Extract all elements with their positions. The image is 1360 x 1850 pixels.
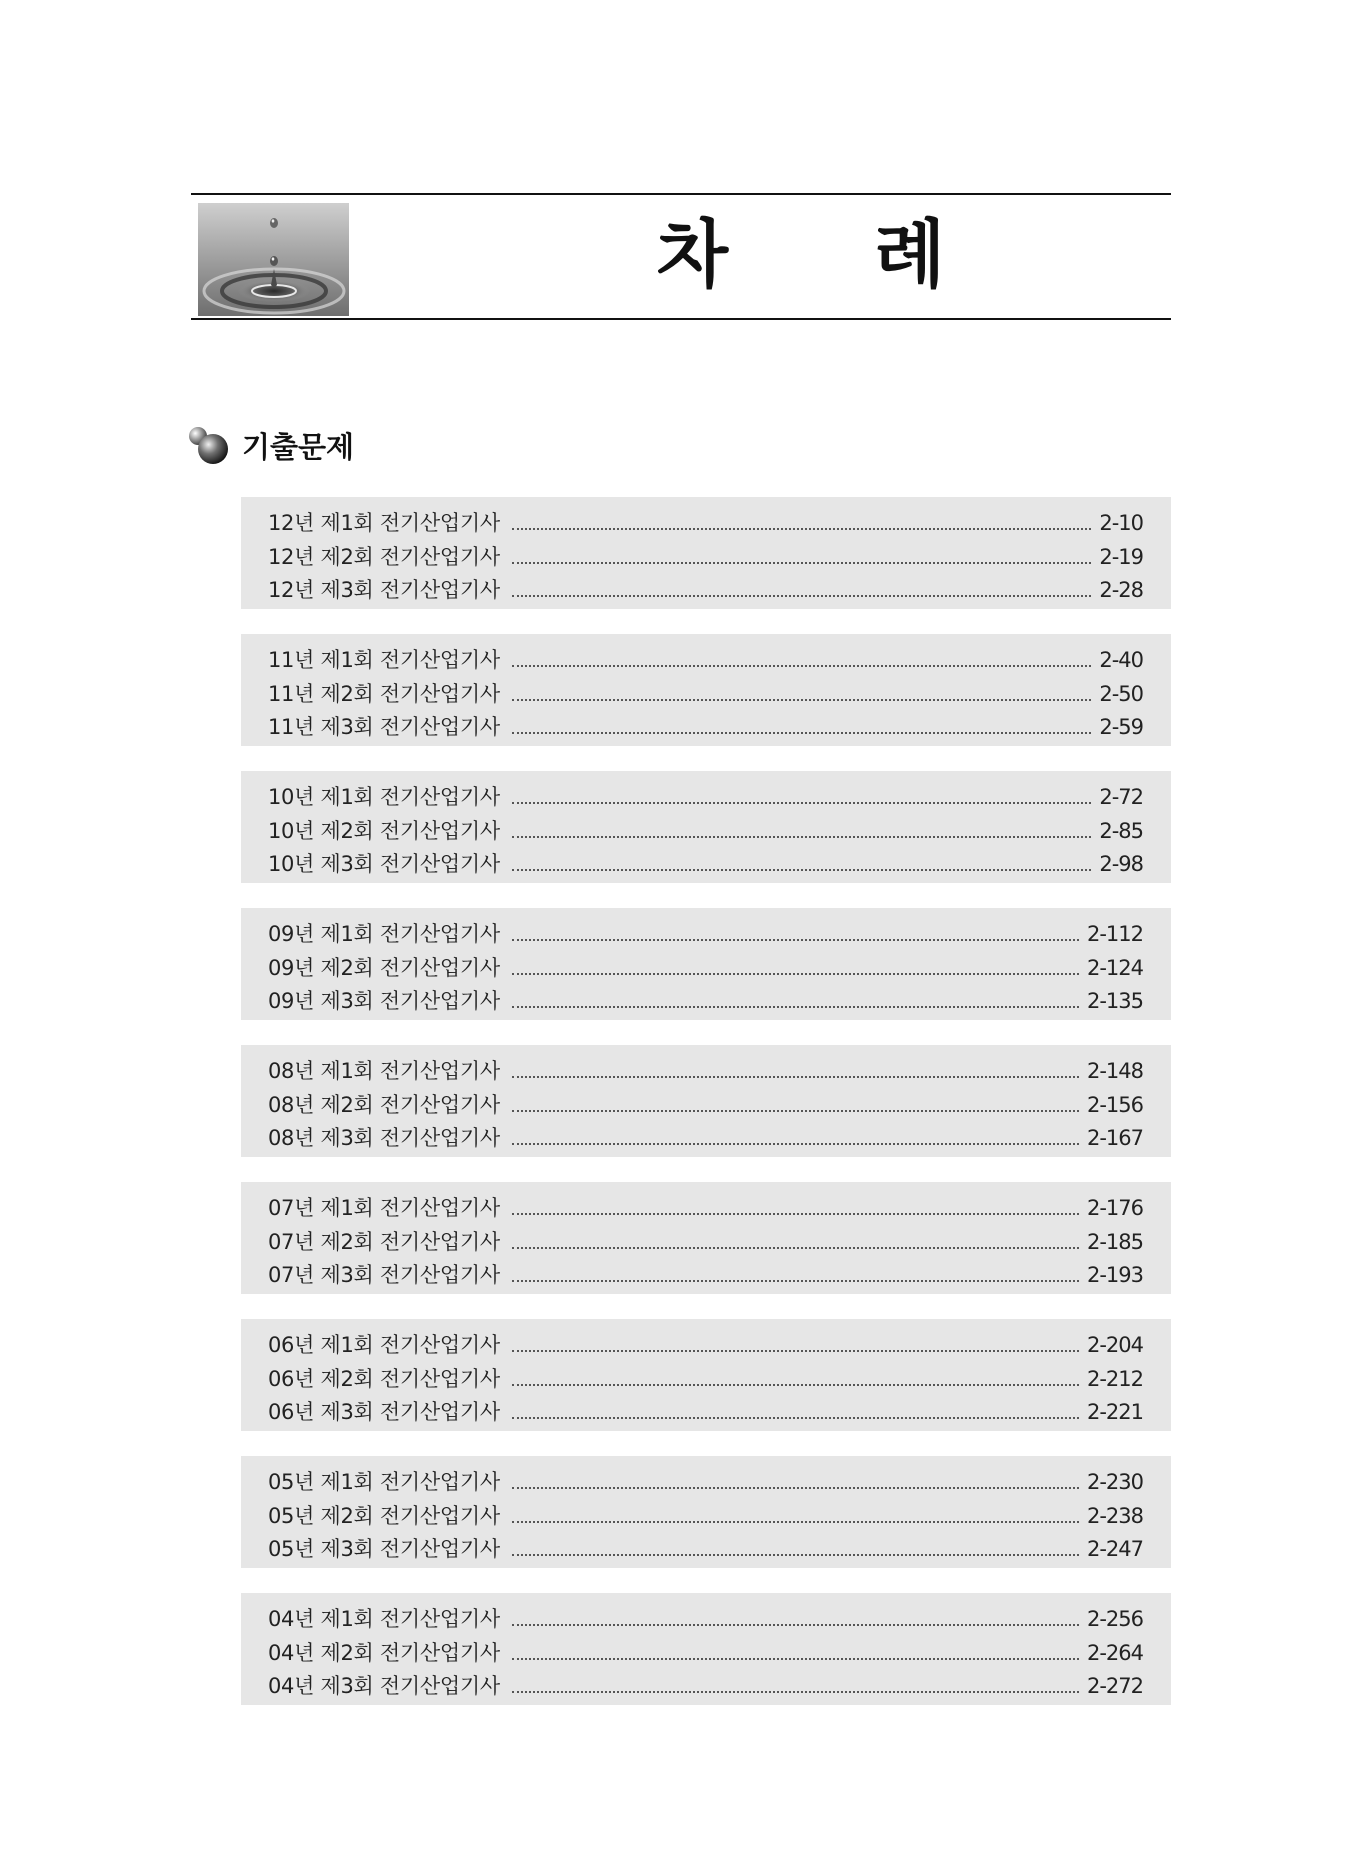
dot-leader [512, 1075, 1079, 1078]
section-heading [186, 420, 354, 470]
toc-entry-page-number: 2-212 [1086, 1366, 1143, 1391]
dot-leader [512, 1383, 1079, 1386]
toc-entry[interactable] [268, 711, 1143, 745]
toc-entry[interactable] [268, 1603, 1143, 1637]
toc-entry-page-number: 2-185 [1086, 1229, 1143, 1254]
toc-entry-label: 11년 제1회 전기산업기사 [268, 648, 500, 672]
toc-group [241, 1593, 1171, 1705]
toc-entry[interactable] [268, 952, 1143, 986]
dot-leader [512, 1109, 1079, 1112]
toc-entry[interactable] [268, 1363, 1143, 1397]
toc-entry-page-number: 2-204 [1086, 1333, 1143, 1357]
toc-entry-page-number: 2-272 [1086, 1674, 1143, 1698]
dot-leader [512, 1520, 1079, 1523]
toc-entry-label: 10년 제1회 전기산업기사 [268, 785, 500, 809]
toc-entry[interactable] [268, 1533, 1143, 1567]
toc-entry-label: 12년 제3회 전기산업기사 [268, 578, 500, 602]
dot-leader [512, 1623, 1079, 1626]
toc-entry[interactable] [268, 541, 1143, 575]
toc-entry-label: 07년 제1회 전기산업기사 [268, 1196, 500, 1220]
dot-leader [512, 1416, 1079, 1419]
toc-entry-page-number: 2-98 [1099, 852, 1143, 876]
toc-entry-page-number: 2-238 [1086, 1503, 1143, 1528]
toc-entry-label: 05년 제1회 전기산업기사 [268, 1470, 500, 1494]
dot-leader [512, 1486, 1079, 1489]
toc-entry-page-number: 2-256 [1086, 1607, 1143, 1631]
toc-entry-page-number: 2-221 [1086, 1400, 1143, 1424]
dot-leader [512, 1657, 1079, 1660]
toc-entry-label: 11년 제2회 전기산업기사 [268, 681, 500, 706]
toc-entry-page-number: 2-19 [1099, 544, 1143, 569]
toc-entry-page-number: 2-148 [1086, 1059, 1143, 1083]
toc-entry-label: 06년 제1회 전기산업기사 [268, 1333, 500, 1357]
toc-entry-label: 08년 제2회 전기산업기사 [268, 1092, 500, 1117]
toc-entry-page-number: 2-50 [1099, 681, 1143, 706]
dot-leader [512, 801, 1092, 804]
toc-entry-page-number: 2-264 [1086, 1640, 1143, 1665]
toc-entry[interactable] [268, 848, 1143, 882]
toc-entry-label: 07년 제3회 전기산업기사 [268, 1263, 500, 1287]
dot-leader [512, 1246, 1079, 1249]
toc-entry-label: 08년 제3회 전기산업기사 [268, 1126, 500, 1150]
toc-group [241, 497, 1171, 609]
dot-leader [512, 698, 1092, 701]
toc-entry-label: 05년 제3회 전기산업기사 [268, 1537, 500, 1561]
toc-entry-label: 04년 제2회 전기산업기사 [268, 1640, 500, 1665]
toc-entry[interactable] [268, 1055, 1143, 1089]
dot-leader [512, 1349, 1079, 1352]
dot-leader [512, 527, 1092, 530]
toc-group [241, 1182, 1171, 1294]
toc-entry[interactable] [268, 1396, 1143, 1430]
toc-entry[interactable] [268, 1226, 1143, 1260]
toc-entry[interactable] [268, 1637, 1143, 1671]
toc-entry-page-number: 2-40 [1099, 648, 1143, 672]
page-header [191, 193, 1171, 320]
toc-entry-label: 10년 제2회 전기산업기사 [268, 818, 500, 843]
toc-entry-label: 06년 제3회 전기산업기사 [268, 1400, 500, 1424]
toc-entry-label: 07년 제2회 전기산업기사 [268, 1229, 500, 1254]
toc-entry-page-number: 2-230 [1086, 1470, 1143, 1494]
toc-entry-label: 09년 제1회 전기산업기사 [268, 922, 500, 946]
toc-entry[interactable] [268, 678, 1143, 712]
toc-entry[interactable] [268, 644, 1143, 678]
dot-leader [512, 938, 1079, 941]
dot-leader [512, 1142, 1079, 1145]
toc-entry-page-number: 2-247 [1086, 1537, 1143, 1561]
toc-entry-label: 09년 제2회 전기산업기사 [268, 955, 500, 980]
dot-leader [512, 1690, 1079, 1693]
toc-group [241, 908, 1171, 1020]
toc-entry-page-number: 2-59 [1099, 715, 1143, 739]
section-title: 기출문제 [242, 429, 355, 464]
dot-leader [512, 835, 1092, 838]
dot-leader [512, 1212, 1079, 1215]
toc-entry-page-number: 2-124 [1086, 955, 1143, 980]
toc-group [241, 771, 1171, 883]
toc-entry-page-number: 2-112 [1086, 922, 1143, 946]
toc-entry[interactable] [268, 1122, 1143, 1156]
toc-entry[interactable] [268, 815, 1143, 849]
toc-entry-label: 10년 제3회 전기산업기사 [268, 852, 500, 876]
toc-entry-page-number: 2-72 [1099, 785, 1143, 809]
dot-leader [512, 1279, 1079, 1282]
toc-group [241, 634, 1171, 746]
toc-entry-label: 12년 제2회 전기산업기사 [268, 544, 500, 569]
double-sphere-bullet-icon [186, 422, 232, 468]
toc-entry-label: 12년 제1회 전기산업기사 [268, 511, 500, 535]
dot-leader [512, 594, 1092, 597]
dot-leader [512, 868, 1092, 871]
toc-entry-page-number: 2-135 [1086, 989, 1143, 1013]
toc-entry[interactable] [268, 1259, 1143, 1293]
toc-entry-page-number: 2-156 [1086, 1092, 1143, 1117]
toc-entry-label: 08년 제1회 전기산업기사 [268, 1059, 500, 1083]
toc-entry[interactable] [268, 1192, 1143, 1226]
toc-entry[interactable] [268, 1089, 1143, 1123]
toc-entry[interactable] [268, 1329, 1143, 1363]
table-of-contents [241, 497, 1171, 1730]
toc-entry[interactable] [268, 781, 1143, 815]
dot-leader [512, 561, 1092, 564]
toc-entry-page-number: 2-193 [1086, 1263, 1143, 1287]
toc-entry-label: 11년 제3회 전기산업기사 [268, 715, 500, 739]
toc-entry-page-number: 2-176 [1086, 1196, 1143, 1220]
toc-entry[interactable] [268, 985, 1143, 1019]
toc-group [241, 1045, 1171, 1157]
toc-group [241, 1456, 1171, 1568]
toc-entry-page-number: 2-28 [1099, 578, 1143, 602]
toc-entry[interactable] [268, 1500, 1143, 1534]
toc-entry-page-number: 2-167 [1086, 1126, 1143, 1150]
toc-entry-label: 04년 제3회 전기산업기사 [268, 1674, 500, 1698]
dot-leader [512, 1553, 1079, 1556]
toc-entry-page-number: 2-10 [1099, 511, 1143, 535]
dot-leader [512, 972, 1079, 975]
toc-entry[interactable] [268, 1466, 1143, 1500]
toc-entry[interactable] [268, 1670, 1143, 1704]
toc-entry-label: 06년 제2회 전기산업기사 [268, 1366, 500, 1391]
toc-entry-label: 05년 제2회 전기산업기사 [268, 1503, 500, 1528]
toc-entry-page-number: 2-85 [1099, 818, 1143, 843]
dot-leader [512, 731, 1092, 734]
toc-entry-label: 04년 제1회 전기산업기사 [268, 1607, 500, 1631]
toc-entry[interactable] [268, 918, 1143, 952]
page-title: 차 례 [656, 212, 1006, 298]
dot-leader [512, 664, 1092, 667]
dot-leader [512, 1005, 1079, 1008]
toc-entry[interactable] [268, 574, 1143, 608]
toc-group [241, 1319, 1171, 1431]
toc-entry[interactable] [268, 507, 1143, 541]
toc-entry-label: 09년 제3회 전기산업기사 [268, 989, 500, 1013]
